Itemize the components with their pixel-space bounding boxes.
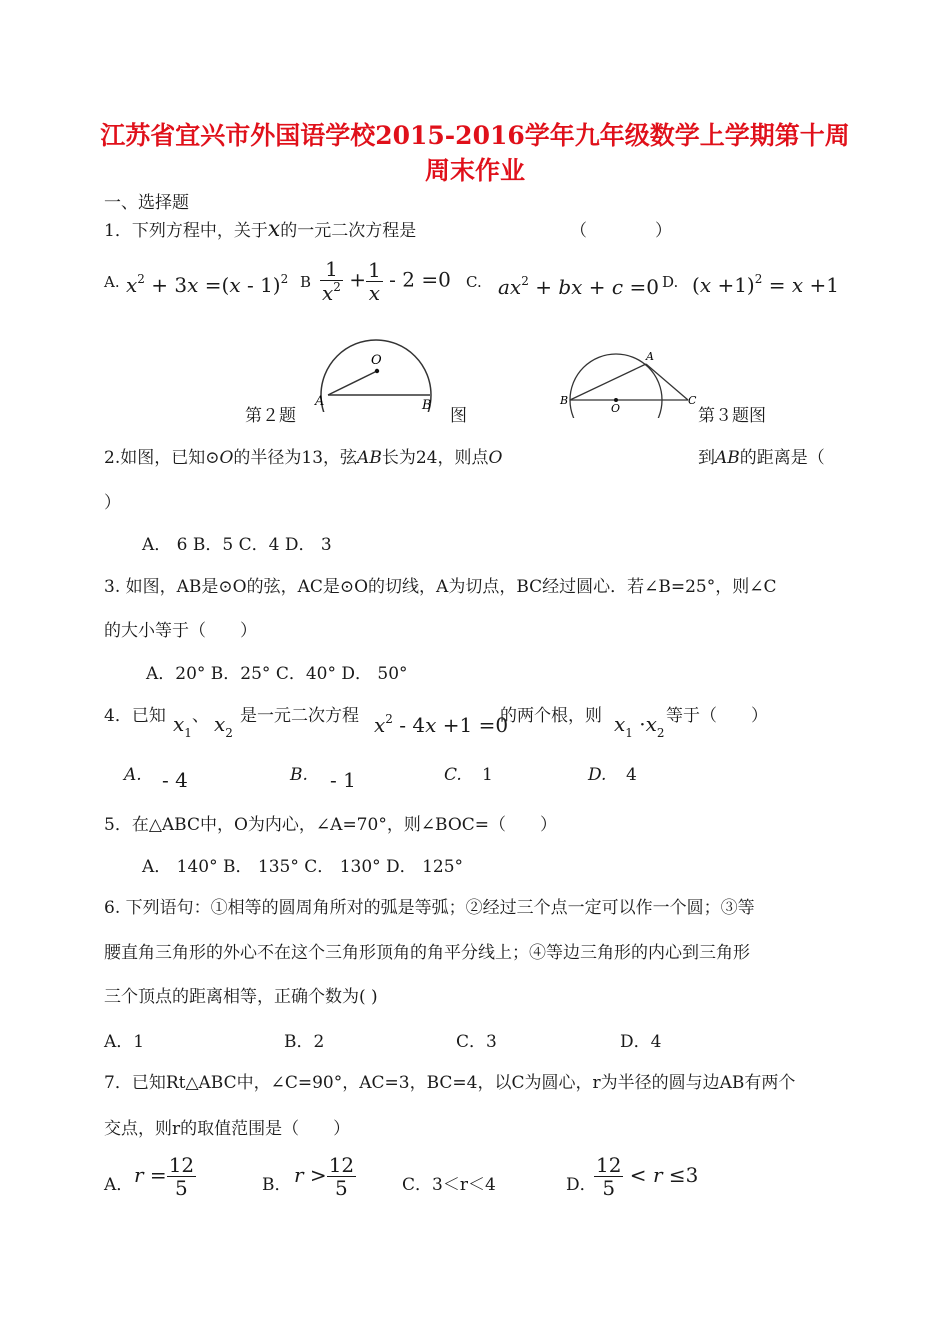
radius-oa — [328, 371, 377, 395]
q4-option-c-label: C. — [444, 765, 462, 785]
q1-option-c-equation: $ax^2$ + bx + c =0 — [498, 274, 659, 299]
tangent-ac — [646, 364, 688, 400]
question-6-line2: 腰直角三角形的外心不在这个三角形顶角的角平分线上；④等边三角形的内心到三角形 — [104, 943, 750, 963]
q4-option-d-label: D. — [588, 765, 607, 785]
q6-option-c: C．3 — [456, 1032, 497, 1052]
q7-option-c: C．3＜r＜4 — [402, 1175, 496, 1195]
figure-q2-circle — [310, 312, 440, 412]
question-6-line3: 三个顶点的距离相等，正确个数为( ) — [104, 987, 378, 1007]
question-4-end: 等于（ ） — [666, 706, 768, 726]
figure-q3-circle — [556, 346, 701, 418]
section-heading: 一、选择题 — [104, 193, 189, 213]
question-4-mid: 是一元二次方程 — [240, 706, 359, 726]
q1-option-c-label: C. — [466, 273, 482, 291]
q6-option-d: D．4 — [620, 1032, 662, 1052]
q1-option-a-label: A. — [104, 273, 120, 291]
q7-option-d-label: D． — [566, 1175, 597, 1195]
question-2-line1-end: 到AB的距离是（ — [698, 448, 825, 468]
q7-option-b-label: B． — [262, 1175, 292, 1195]
circle-o — [321, 340, 431, 412]
page-title-line2: 周末作业 — [424, 156, 525, 185]
q6-option-b: B．2 — [284, 1032, 325, 1052]
question-1-stem: 1．下列方程中，关于x的一元二次方程是 — [104, 217, 417, 242]
question-3-line1: 3. 如图，AB是⊙O的弦，AC是⊙O的切线，A为切点，BC经过圆心．若∠B=25°，则∠C — [104, 577, 777, 597]
q7-option-d-math: $\frac{12}{5}$ < r ≤3 — [596, 1153, 699, 1200]
q1-option-a-equation: $x^2 + 3x =(x - 1)^2$ — [126, 272, 289, 297]
q4-option-b-label: B. — [290, 765, 308, 785]
q4-x2: $x_2$ — [214, 712, 233, 740]
figure-2-caption-right: 图 — [450, 406, 467, 426]
q1-option-b-label: B — [300, 273, 312, 291]
page-title: 江苏省宜兴市外国语学校2015-2016学年九年级数学上学期第十周 — [100, 121, 850, 150]
question-6-line1: 6. 下列语句：①相等的圆周角所对的弧是等弧；②经过三个点一定可以作一个圆；③等 — [104, 898, 755, 918]
figure-2-caption-left: 第２题 — [245, 406, 296, 426]
label-b: B — [422, 398, 432, 412]
q4-option-b-value: - 1 — [330, 768, 356, 792]
q7-option-a-math: r = $\frac{12}{5}$ — [134, 1153, 195, 1200]
question-2-line2: ） — [104, 493, 121, 513]
q7-option-a-label: A． — [104, 1175, 134, 1195]
q4-equation: $x^2 - 4x +1 =0$ — [374, 712, 509, 737]
figure-3-caption: 第３题图 — [698, 406, 766, 426]
question-4-prefix: 4．已知 — [104, 706, 166, 726]
q1-option-d-equation: $(x +1)^2 = x +1$ — [692, 272, 839, 297]
question-5-options: A． 140° B． 135° C． 130° D． 125° — [142, 857, 464, 877]
question-1-paren: （ ） — [570, 221, 672, 241]
q7-option-b-math: r > $\frac{12}{5}$ — [294, 1153, 355, 1200]
question-2-options: A． 6 B．5 C．4 D． 3 — [142, 535, 332, 555]
question-3-line2: 的大小等于（ ） — [104, 621, 257, 641]
q1-option-d-label: D. — [662, 273, 679, 291]
label-b: B — [560, 394, 569, 407]
question-2-line1: 2.如图，已知⊙O的半径为13，弦AB长为24，则点O — [104, 448, 503, 468]
q4-option-a-label: A. — [124, 765, 142, 785]
q4-option-d-value: 4 — [626, 765, 637, 785]
question-7-line2: 交点，则r的取值范围是（ ） — [104, 1119, 351, 1139]
q6-option-a: A．1 — [104, 1032, 145, 1052]
q4-option-c-value: 1 — [482, 765, 493, 785]
question-4-mid2: 的两个根，则 — [500, 706, 602, 726]
q1-option-b-equation: $\frac{1}{x^2}$ + $\frac{1}{x}$ - 2 =0 — [322, 257, 451, 305]
label-a: A — [646, 350, 654, 363]
question-3-options: A．20° B．25° C．40° D． 50° — [146, 664, 408, 684]
label-c: C — [688, 394, 697, 407]
label-o: O — [371, 353, 382, 368]
q4-option-a-value: - 4 — [162, 768, 188, 792]
label-a: A — [315, 394, 325, 409]
q4-product: $x_1 \cdot x_2$ — [614, 712, 665, 740]
label-o: O — [611, 402, 621, 415]
question-5-line1: 5．在△ABC中，O为内心，∠A=70°，则∠BOC=（ ） — [104, 815, 558, 835]
q4-x1: $x_1$ — [173, 712, 192, 740]
question-7-line1: 7．已知Rt△ABC中，∠C=90°，AC=3，BC=4，以C为圆心，r为半径的圆与边AB有两个 — [104, 1073, 796, 1093]
question-4-sep: 、 — [192, 706, 209, 726]
center-dot — [375, 369, 379, 373]
